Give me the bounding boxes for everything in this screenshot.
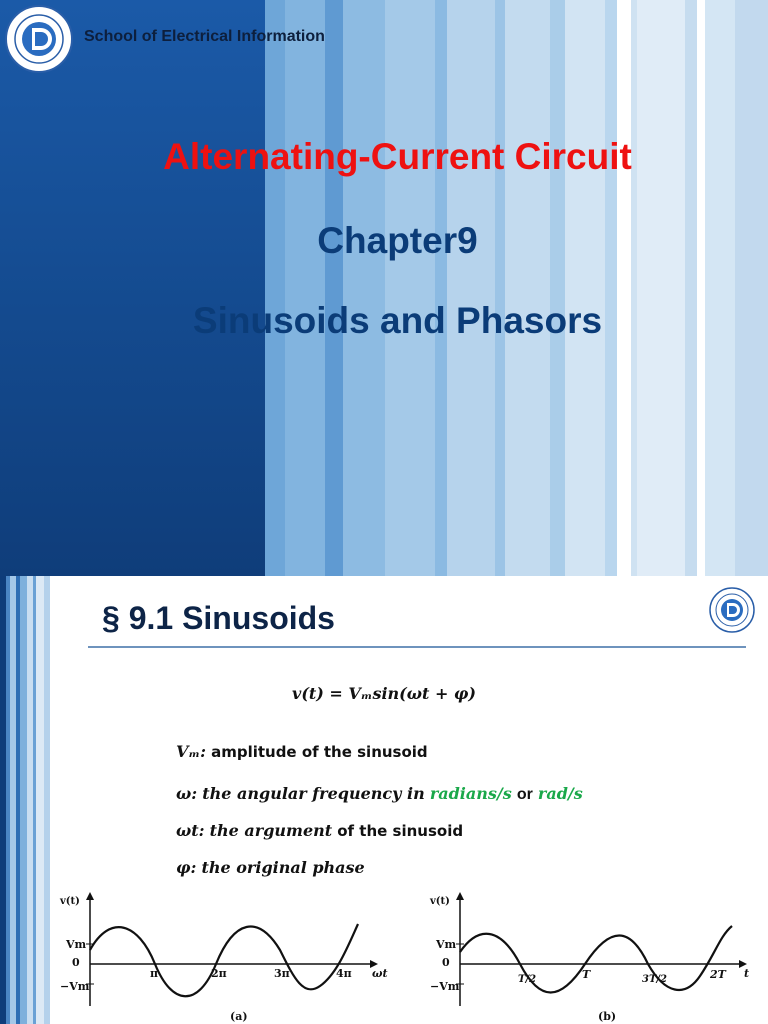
neg-vm-label: −Vm (430, 980, 460, 993)
x-label: t (744, 967, 750, 980)
chapter-label: Chapter9 (317, 220, 478, 261)
course-title: Alternating-Current Circuit (163, 136, 632, 177)
school-name: School of Electrical Information (84, 28, 325, 45)
term-amplitude (176, 742, 428, 761)
term-symbol: Vₘ: (176, 742, 206, 761)
striped-background (265, 0, 768, 576)
content-slide (0, 576, 768, 1024)
university-logo-icon (4, 4, 74, 74)
tick-3pi: 3π (274, 967, 290, 980)
sine-curve (460, 926, 732, 993)
tick-half-t: T/2 (518, 974, 537, 985)
zero-label: 0 (72, 956, 80, 969)
sinusoid-graph-a (58, 886, 398, 1024)
term-text: the angular frequency in (202, 784, 425, 803)
unit-rad: rad/s (537, 784, 583, 803)
sine-curve (90, 924, 358, 996)
graph-caption: (b) (598, 1010, 617, 1023)
sinusoid-formula: v(t) = Vₘsin(ωt + φ) (292, 684, 476, 703)
term-symbol: ωt: (176, 821, 205, 840)
vm-label: Vm (436, 938, 457, 951)
x-label: ωt (372, 967, 388, 980)
y-label: v(t) (430, 896, 450, 907)
tick-2pi: 2π (211, 967, 227, 980)
term-symbol: ω: (176, 784, 198, 803)
left-striped-bar (0, 576, 50, 1024)
or-word: or (516, 786, 533, 803)
section-heading: § 9.1 Sinusoids (102, 600, 335, 636)
term-text: amplitude of the sinusoid (211, 743, 428, 761)
tick-pi: π (150, 967, 159, 980)
sinusoid-graph-b (420, 886, 760, 1024)
term-text: the argument (209, 821, 333, 840)
heading-divider (88, 646, 746, 648)
graph-caption: (a) (230, 1010, 248, 1023)
term-angular-frequency (176, 784, 583, 804)
tick-2t: 2T (710, 968, 726, 981)
term-argument (176, 821, 463, 840)
term-text: the original phase (201, 858, 365, 877)
tick-three-half-t: 3T/2 (642, 974, 668, 985)
tick-t: T (582, 968, 591, 981)
unit-radians: radians/s (429, 784, 512, 803)
university-logo-icon (708, 586, 756, 634)
term-phase (176, 858, 365, 877)
y-label: v(t) (60, 896, 80, 907)
dark-blue-panel (0, 0, 265, 576)
chapter-subtitle: Sinusoids and Phasors (192, 300, 603, 341)
vm-label: Vm (66, 938, 87, 951)
term-symbol: φ: (176, 858, 197, 877)
neg-vm-label: −Vm (60, 980, 90, 993)
zero-label: 0 (442, 956, 450, 969)
tick-4pi: 4π (336, 967, 352, 980)
term-text-rest: of the sinusoid (337, 822, 464, 840)
